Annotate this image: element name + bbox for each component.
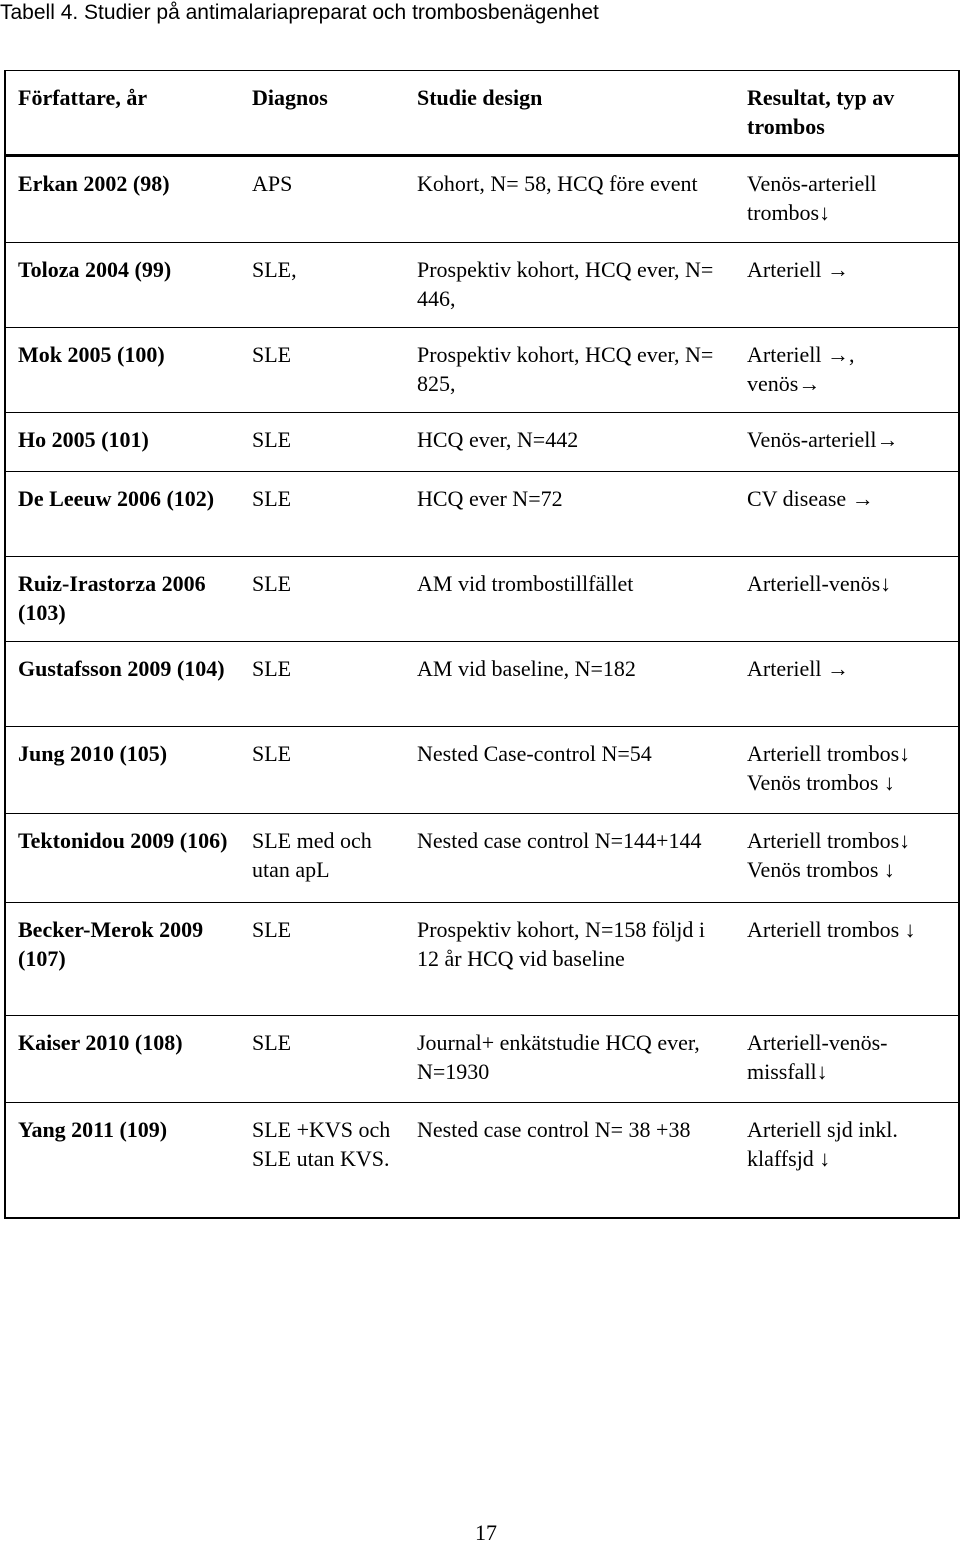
cell-diagnos: SLE (240, 557, 405, 642)
cell-design: Nested case control N=144+144 (405, 814, 735, 903)
cell-design: HCQ ever N=72 (405, 472, 735, 557)
table-row (5, 156, 959, 243)
cell-author: Toloza 2004 (99) (5, 243, 240, 328)
cell-diagnos: SLE (240, 1016, 405, 1103)
cell-diagnos: SLE, (240, 243, 405, 328)
cell-author: Kaiser 2010 (108) (5, 1016, 240, 1103)
cell-design: Prospektiv kohort, HCQ ever, N= 825, (405, 328, 735, 413)
cell-diagnos: SLE (240, 328, 405, 413)
cell-author: Ho 2005 (101) (5, 413, 240, 472)
cell-diagnos: APS (240, 156, 405, 243)
cell-design: Nested Case-control N=54 (405, 727, 735, 814)
result-line: Arteriell trombos↓ (747, 741, 911, 766)
cell-result (735, 328, 959, 413)
result-line: Arteriell → (747, 257, 850, 282)
table-body (5, 156, 959, 1219)
cell-design: AM vid baseline, N=182 (405, 642, 735, 727)
header-result: Resultat, typ av trombos (735, 71, 959, 156)
result-line: Arteriell →, (747, 342, 855, 367)
table-row (5, 727, 959, 814)
cell-diagnos: SLE +KVS och SLE utan KVS. (240, 1103, 405, 1219)
header-diagnos: Diagnos (240, 71, 405, 156)
cell-diagnos: SLE (240, 472, 405, 557)
cell-author: Yang 2011 (109) (5, 1103, 240, 1219)
result-line: Arteriell-venös-missfall↓ (747, 1030, 888, 1084)
cell-design: AM vid trombostillfället (405, 557, 735, 642)
cell-design: Journal+ enkätstudie HCQ ever, N=1930 (405, 1016, 735, 1103)
header-design: Studie design (405, 71, 735, 156)
table-row (5, 557, 959, 642)
table-row (5, 642, 959, 727)
cell-design: Nested case control N= 38 +38 (405, 1103, 735, 1219)
cell-diagnos: SLE (240, 642, 405, 727)
table-row (5, 243, 959, 328)
cell-author: De Leeuw 2006 (102) (5, 472, 240, 557)
table-row (5, 903, 959, 1016)
cell-result (735, 156, 959, 243)
cell-result (735, 472, 959, 557)
header-author: Författare, år (5, 71, 240, 156)
cell-author: Gustafsson 2009 (104) (5, 642, 240, 727)
result-line: Venös trombos ↓ (747, 770, 895, 795)
result-line: Venös-arteriell→ (747, 427, 899, 452)
cell-result (735, 557, 959, 642)
cell-result (735, 413, 959, 472)
cell-result (735, 642, 959, 727)
cell-author: Erkan 2002 (98) (5, 156, 240, 243)
result-line: Arteriell sjd inkl. (747, 1117, 898, 1142)
cell-author: Becker-Merok 2009 (107) (5, 903, 240, 1016)
page-number: 17 (475, 1520, 497, 1545)
result-line: CV disease → (747, 486, 874, 511)
result-line: Arteriell → (747, 656, 850, 681)
cell-result (735, 814, 959, 903)
cell-result (735, 243, 959, 328)
cell-diagnos: SLE (240, 903, 405, 1016)
cell-design: Prospektiv kohort, N=158 följd i 12 år HCQ vid baseline (405, 903, 735, 1016)
cell-author: Mok 2005 (100) (5, 328, 240, 413)
cell-result (735, 1016, 959, 1103)
table-row (5, 413, 959, 472)
result-line: venös→ (747, 371, 821, 396)
cell-design: HCQ ever, N=442 (405, 413, 735, 472)
result-line: Arteriell-venös↓ (747, 571, 892, 596)
cell-design: Prospektiv kohort, HCQ ever, N= 446, (405, 243, 735, 328)
table-row (5, 814, 959, 903)
table-row (5, 1016, 959, 1103)
cell-result (735, 1103, 959, 1219)
result-line: Venös trombos ↓ (747, 857, 895, 882)
studies-table (4, 70, 960, 1219)
cell-result (735, 903, 959, 1016)
table-row (5, 472, 959, 557)
cell-design: Kohort, N= 58, HCQ före event (405, 156, 735, 243)
table-caption: Tabell 4. Studier på antimalariapreparat och trombosbenägenhet (0, 1, 599, 24)
cell-author: Tektonidou 2009 (106) (5, 814, 240, 903)
table-row (5, 1103, 959, 1219)
result-line: klaffsjd ↓ (747, 1146, 831, 1171)
cell-author: Jung 2010 (105) (5, 727, 240, 814)
cell-author: Ruiz-Irastorza 2006 (103) (5, 557, 240, 642)
cell-diagnos: SLE (240, 727, 405, 814)
header-row (5, 71, 959, 156)
result-line: Arteriell trombos↓ (747, 828, 911, 853)
cell-diagnos: SLE med och utan apL (240, 814, 405, 903)
table-row (5, 328, 959, 413)
result-line: Arteriell trombos ↓ (747, 917, 916, 942)
cell-diagnos: SLE (240, 413, 405, 472)
cell-result (735, 727, 959, 814)
result-line: Venös-arteriell trombos↓ (747, 171, 877, 225)
